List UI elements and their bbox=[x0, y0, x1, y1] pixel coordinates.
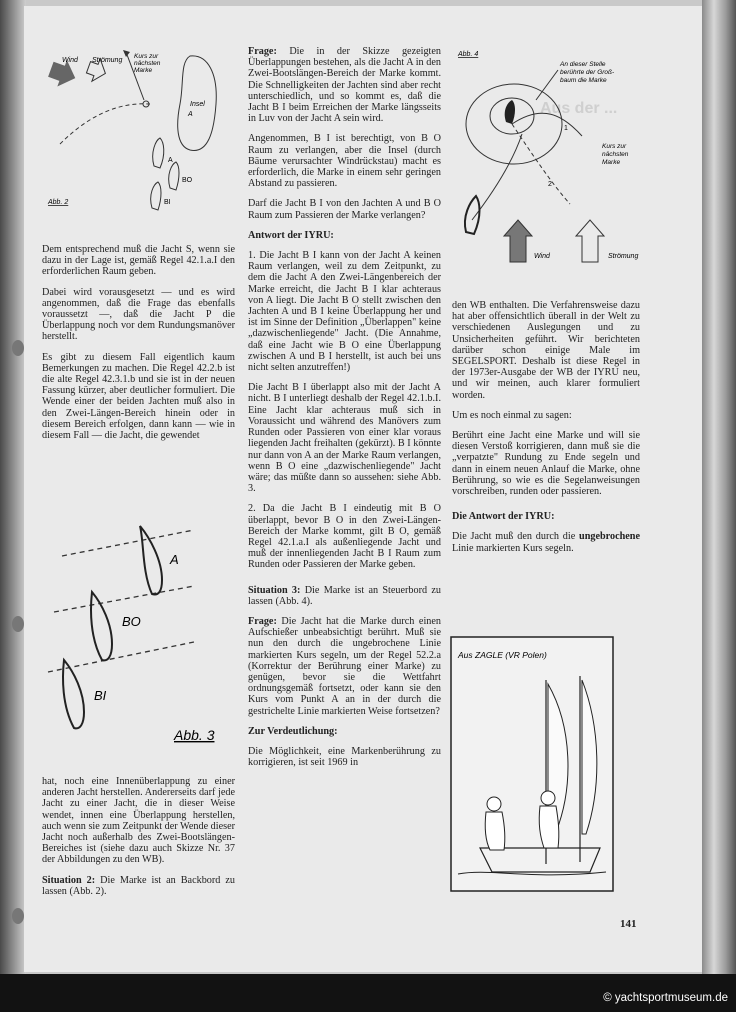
column-3 bbox=[452, 300, 640, 563]
credit-watermark: © yachtsportmuseum.de bbox=[603, 992, 728, 1004]
course-line-1 bbox=[512, 113, 582, 136]
answer-emphasis: ungebrochene bbox=[579, 531, 640, 543]
paragraph: Berührt eine Jacht eine Marke und will sie diesen Verstoß korrigieren, dann muß sie die „verpatzte" Rundung zu Ende segeln und dann in einem neuen Anlauf die Marke, ohne Berührung, so wie es die Segelanweisungen vorschreiben, runden oder passieren. bbox=[452, 430, 640, 498]
sailor-body bbox=[485, 812, 505, 850]
paragraph: 1. Die Jacht B I kann von der Jacht A keinen Raum verlangen, weil zu dem Zeitpunkt, zu dem die Jacht A den Zwei-Längenbereich der Marke erreicht, die Jacht B I klar achteraus von A liegt. Die Jacht B O stellt zwischen den Jachten A und B I keine Überlappung her und ist im Sinne der Definition „Überlappen" keine „dazwischenliegende" Jacht. (Die Annahme, daß eine Jacht wie B O eine Überlappung zwischen A und B I herstellt, ist auch bei uns nicht selten anzutreffen!) bbox=[248, 250, 441, 374]
situation-2 bbox=[42, 875, 235, 897]
situation-3 bbox=[248, 585, 441, 607]
current-arrow bbox=[576, 220, 604, 262]
boat-a bbox=[140, 526, 162, 594]
paragraph: Angenommen, B I ist berechtigt, von B O Raum zu verlangen, aber die Insel (durch Bäume verursachter Windrückstau) macht es erforderlich, die Marke in einem sehr geringen Abstand zu passieren. bbox=[248, 133, 441, 190]
paragraph: Darf die Jacht B I von den Jachten A und B O Raum zum Passieren der Marke verlangen? bbox=[248, 198, 441, 221]
answer-text: Linie markierten Kurs segeln. bbox=[452, 542, 574, 554]
paragraph: 2. Da die Jacht B I eindeutig mit B O überlappt, bevor B O in den Zwei-Längen-Bereich der Marke kommt, gilt B O, gemäß Regel 42.1.a.I als außenliegende Jacht und muß der innenliegenden Jacht B I Raum zum Runden oder Passieren der Marke geben. bbox=[248, 503, 441, 571]
paragraph: Die Möglichkeit, eine Markenberührung zu korrigieren, ist seit 1969 in bbox=[248, 745, 441, 769]
question-label: Frage: bbox=[248, 46, 277, 57]
course-label: Kurs zur nächsten Marke bbox=[602, 143, 629, 166]
figure-abb4 bbox=[452, 44, 644, 290]
boat-bi-label: BI bbox=[164, 199, 171, 206]
question-text: Die Jacht hat die Marke durch einen Aufschießer unbeabsichtigt berührt. Muß sie nun den durch die ungebrochene Linie markierten Kurs segeln, um der Regel 52.2.a (Korrektur der Berührung einer Marke) zu genügen, bevor sie die Wettfahrt ordnungsgemäß fortsetzt, oder kann sie den Kurs vom Punkt A an in der durch die gestrichelte Linie markierten Weise fortsetzen? bbox=[248, 615, 441, 717]
course-number-2: 2 bbox=[548, 181, 552, 188]
paragraph: Um es noch einmal zu sagen: bbox=[452, 409, 572, 421]
section-heading: Zur Verdeutlichung: bbox=[248, 725, 338, 737]
course-circle bbox=[466, 84, 562, 164]
paragraph: Es gibt zu diesem Fall eigentlich kaum Bemerkungen zu machen. Die Regel 42.2.b ist die alte Regel 42.3.1.b und sie ist in der neuen Fassung kürzer, aber deutlicher formuliert. Die Wende einer der beiden Jachten muß also in den Zwei-Längen-Bereich hinein oder in diesem Bereich erfolgen, dann kann — wie in diesem Fall — die Jacht, die gewendet bbox=[42, 351, 235, 442]
situation-label: Situation 3: bbox=[248, 584, 301, 596]
section-heading: Die Antwort der IYRU: bbox=[452, 511, 555, 523]
course-dashed bbox=[60, 104, 150, 144]
binding-hole bbox=[12, 616, 24, 632]
boat-bo-label: BO bbox=[122, 614, 141, 629]
figure-abb2 bbox=[40, 44, 240, 214]
island-label: Insel A bbox=[188, 101, 205, 118]
question-2 bbox=[248, 616, 441, 717]
yacht-shape bbox=[465, 196, 480, 234]
sailor-body bbox=[539, 806, 559, 848]
column-1-bottom bbox=[42, 776, 235, 906]
situation-text: Die Marke ist an Backbord zu lassen (Abb. 2). bbox=[42, 874, 235, 897]
column-1-top bbox=[42, 244, 235, 450]
course-label: Kurs zur nächsten Marke bbox=[134, 53, 161, 74]
paragraph: hat, noch eine Innenüberlappung zu einer anderen Jacht herstellen. Andererseits darf jede Jacht zu einer Jacht, die in dieser Weise wendet, innen eine Überlappung herstellen, auch wenn sie zum Zeitpunkt der Wende dieser Jacht noch außerhalb des Zwei-Bootslängen-Bereiches ist (siehe dazu auch Skizze Nr. 37 der Abbildungen zu den WB). bbox=[42, 776, 235, 866]
answer-paragraph bbox=[452, 531, 640, 553]
boat-bi-label: BI bbox=[94, 688, 107, 703]
binding-hole bbox=[12, 908, 24, 924]
wind-arrow bbox=[504, 220, 532, 262]
wind-label: Wind bbox=[62, 57, 78, 64]
paragraph: den WB enthalten. Die Verfahrensweise dazu hat aber offensichtlich überall in der Welt zu verschiedenen Auslegungen und zu Unsicherheiten geführt. Wir berichteten darüber schon einige Male im SEGELSPORT. Deshalb ist diese Regel in der 1973er-Ausgabe der WB der IYRU neu, und wir meinen, auch klarer formuliert worden. bbox=[452, 300, 640, 401]
current-label: Strömung bbox=[608, 253, 639, 260]
boat-bo bbox=[169, 162, 179, 190]
column-2 bbox=[248, 46, 441, 777]
sailor-head bbox=[541, 791, 555, 805]
question-1 bbox=[248, 46, 441, 124]
sailor-head bbox=[487, 797, 501, 811]
answer-text: Die Jacht muß den durch die bbox=[452, 531, 580, 543]
binding-hole bbox=[12, 340, 24, 356]
boat-a-label: A bbox=[168, 157, 173, 164]
figure-abb4-label: Abb. 4 bbox=[458, 51, 479, 58]
course-arrowhead bbox=[123, 50, 130, 57]
boat-a-label: A bbox=[170, 552, 179, 567]
question-label: Frage: bbox=[248, 615, 277, 627]
course-number-1: 1 bbox=[564, 125, 568, 132]
boat-bi bbox=[63, 660, 84, 728]
bleed-through-text: Aus der ... bbox=[540, 100, 618, 117]
section-heading: Antwort der IYRU: bbox=[248, 229, 334, 241]
question-text: Die in der Skizze gezeigten Überlappungen bestehen, als die Jacht A in den Zwei-Bootslängen-Bereich der Marke kommt. Die Schnelligkeiten der Jachten sind aber recht unterschiedlich, und so kommt es, daß die Jacht B I beim Erreichen der Marke längsseits in Luv von der Jacht A sein wird. bbox=[248, 46, 441, 125]
paragraph: Dem entsprechend muß die Jacht S, wenn sie dazu in der Lage ist, gemäß Regel 42.1.a.I den erforderlichen Raum geben. bbox=[42, 244, 235, 278]
cartoon bbox=[450, 636, 614, 892]
boat-bo-label: BO bbox=[182, 177, 193, 184]
wind-label: Wind bbox=[534, 253, 550, 260]
situation-text: Die Marke ist an Steuerbord zu lassen (Abb. 4). bbox=[248, 584, 441, 607]
book-spine-shadow bbox=[0, 0, 26, 1012]
situation-label: Situation 2: bbox=[42, 874, 96, 886]
cartoon-caption: Aus ZAGLE (VR Polen) bbox=[458, 650, 547, 660]
paragraph: Dabei wird vorausgesetzt — und es wird angenommen, daß die Frage das ebenfalls voraussetzt —, daß die Jacht P die Überlappung noch vor dem Rundungsmanöver herstellt. bbox=[42, 286, 235, 343]
figure-abb3 bbox=[44, 520, 240, 756]
note-label: An dieser Stelle berührte der Groß-baum die Marke bbox=[560, 61, 615, 84]
current-label: Strömung bbox=[92, 57, 123, 64]
overlap-line bbox=[54, 586, 194, 612]
page-number: 141 bbox=[620, 918, 637, 930]
boat-a bbox=[153, 138, 164, 168]
boat-bi bbox=[151, 182, 161, 210]
page-edge bbox=[702, 0, 736, 1012]
figure-abb2-label: Abb. 2 bbox=[48, 199, 69, 206]
paragraph: Die Jacht B I überlappt also mit der Jacht A nicht. B I unterliegt deshalb der Regel 42.1.b.I. Eine Jacht klar achteraus muß sich in Voraussicht und während des Manövers zum Runden oder Passieren von einer klar voraus liegenden Jacht freihalten (gekürzt). B I könnte nur dann von A an der Marke Raum verlangen, wenn B O eine „dazwischenliegende" Jacht wäre; das müßte dann so aussehen: siehe Abb. 3. bbox=[248, 382, 441, 495]
figure-abb3-label: Abb. 3 bbox=[174, 727, 215, 743]
yacht-at-mark bbox=[505, 100, 515, 124]
